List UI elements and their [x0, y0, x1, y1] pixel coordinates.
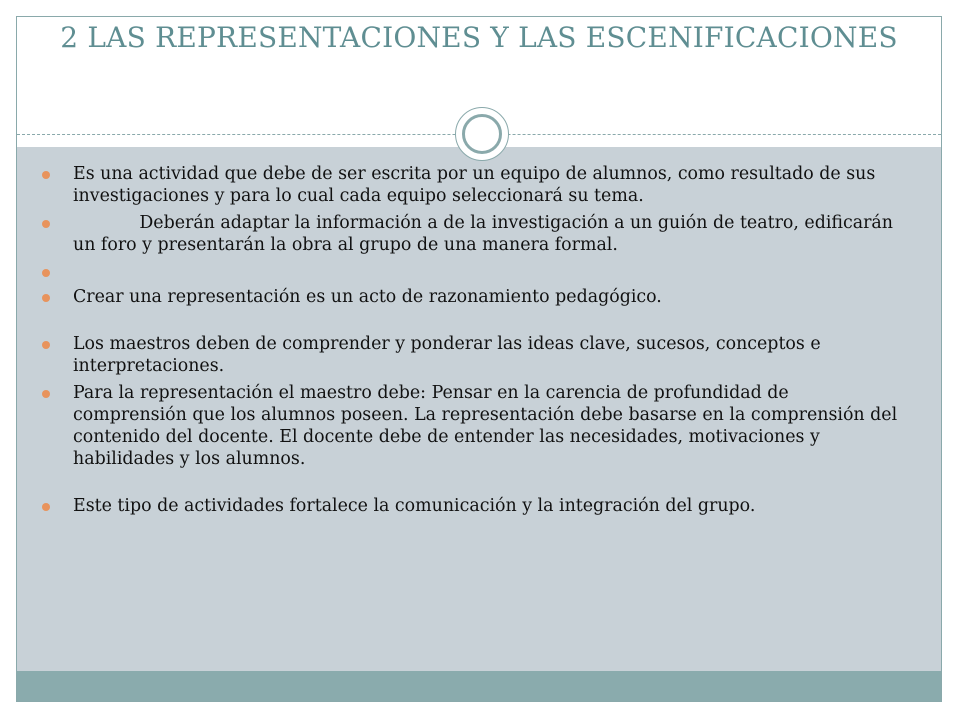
bullet-text: Este tipo de actividades fortalece la comunicación y la integración del grupo. — [73, 496, 756, 516]
bullet-dot-icon — [42, 171, 50, 179]
bullet-item — [37, 333, 907, 377]
circle-ornament-icon — [455, 107, 509, 161]
bullet-dot-icon — [42, 220, 50, 228]
bullet-item — [37, 495, 907, 517]
footer-band — [17, 671, 941, 702]
bullet-item — [37, 382, 907, 470]
bullet-dot-icon — [42, 503, 50, 511]
bullet-text: Crear una representación es un acto de razonamiento pedagógico. — [73, 287, 662, 307]
bullet-text: Es una actividad que debe de ser escrita por un equipo de alumnos, como resultado de sus investigaciones y para lo cual cada equipo seleccionará su tema. — [73, 164, 876, 206]
slide-title: 2 LAS REPRESENTACIONES Y LAS ESCENIFICACIONES — [60, 21, 898, 54]
bullet-dot-icon — [42, 341, 50, 349]
bullet-item — [37, 261, 907, 283]
bullet-text: Deberán adaptar la información a de la investigación a un guión de teatro, edificarán un foro y presentarán la obra al grupo de una manera formal. — [73, 213, 899, 255]
bullet-dot-icon — [42, 269, 50, 277]
bullet-dot-icon — [42, 294, 50, 302]
bullet-text: Los maestros deben de comprender y ponderar las ideas clave, sucesos, conceptos e interpretaciones. — [73, 334, 821, 376]
bullet-item — [37, 163, 907, 207]
bullet-text: Para la representación el maestro debe: Pensar en la carencia de profundidad de comprensión que los alumnos poseen. La representación debe basarse en la comprensión del contenido del docente. El docente debe de entender las necesidades, motivaciones y habilidades y los alumnos. — [73, 383, 898, 469]
bullet-list — [37, 163, 907, 517]
bullet-dot-icon — [42, 390, 50, 398]
bullet-item — [37, 212, 907, 256]
slide — [16, 16, 942, 702]
circle-ornament-inner — [462, 114, 502, 154]
bullet-item — [37, 286, 907, 308]
